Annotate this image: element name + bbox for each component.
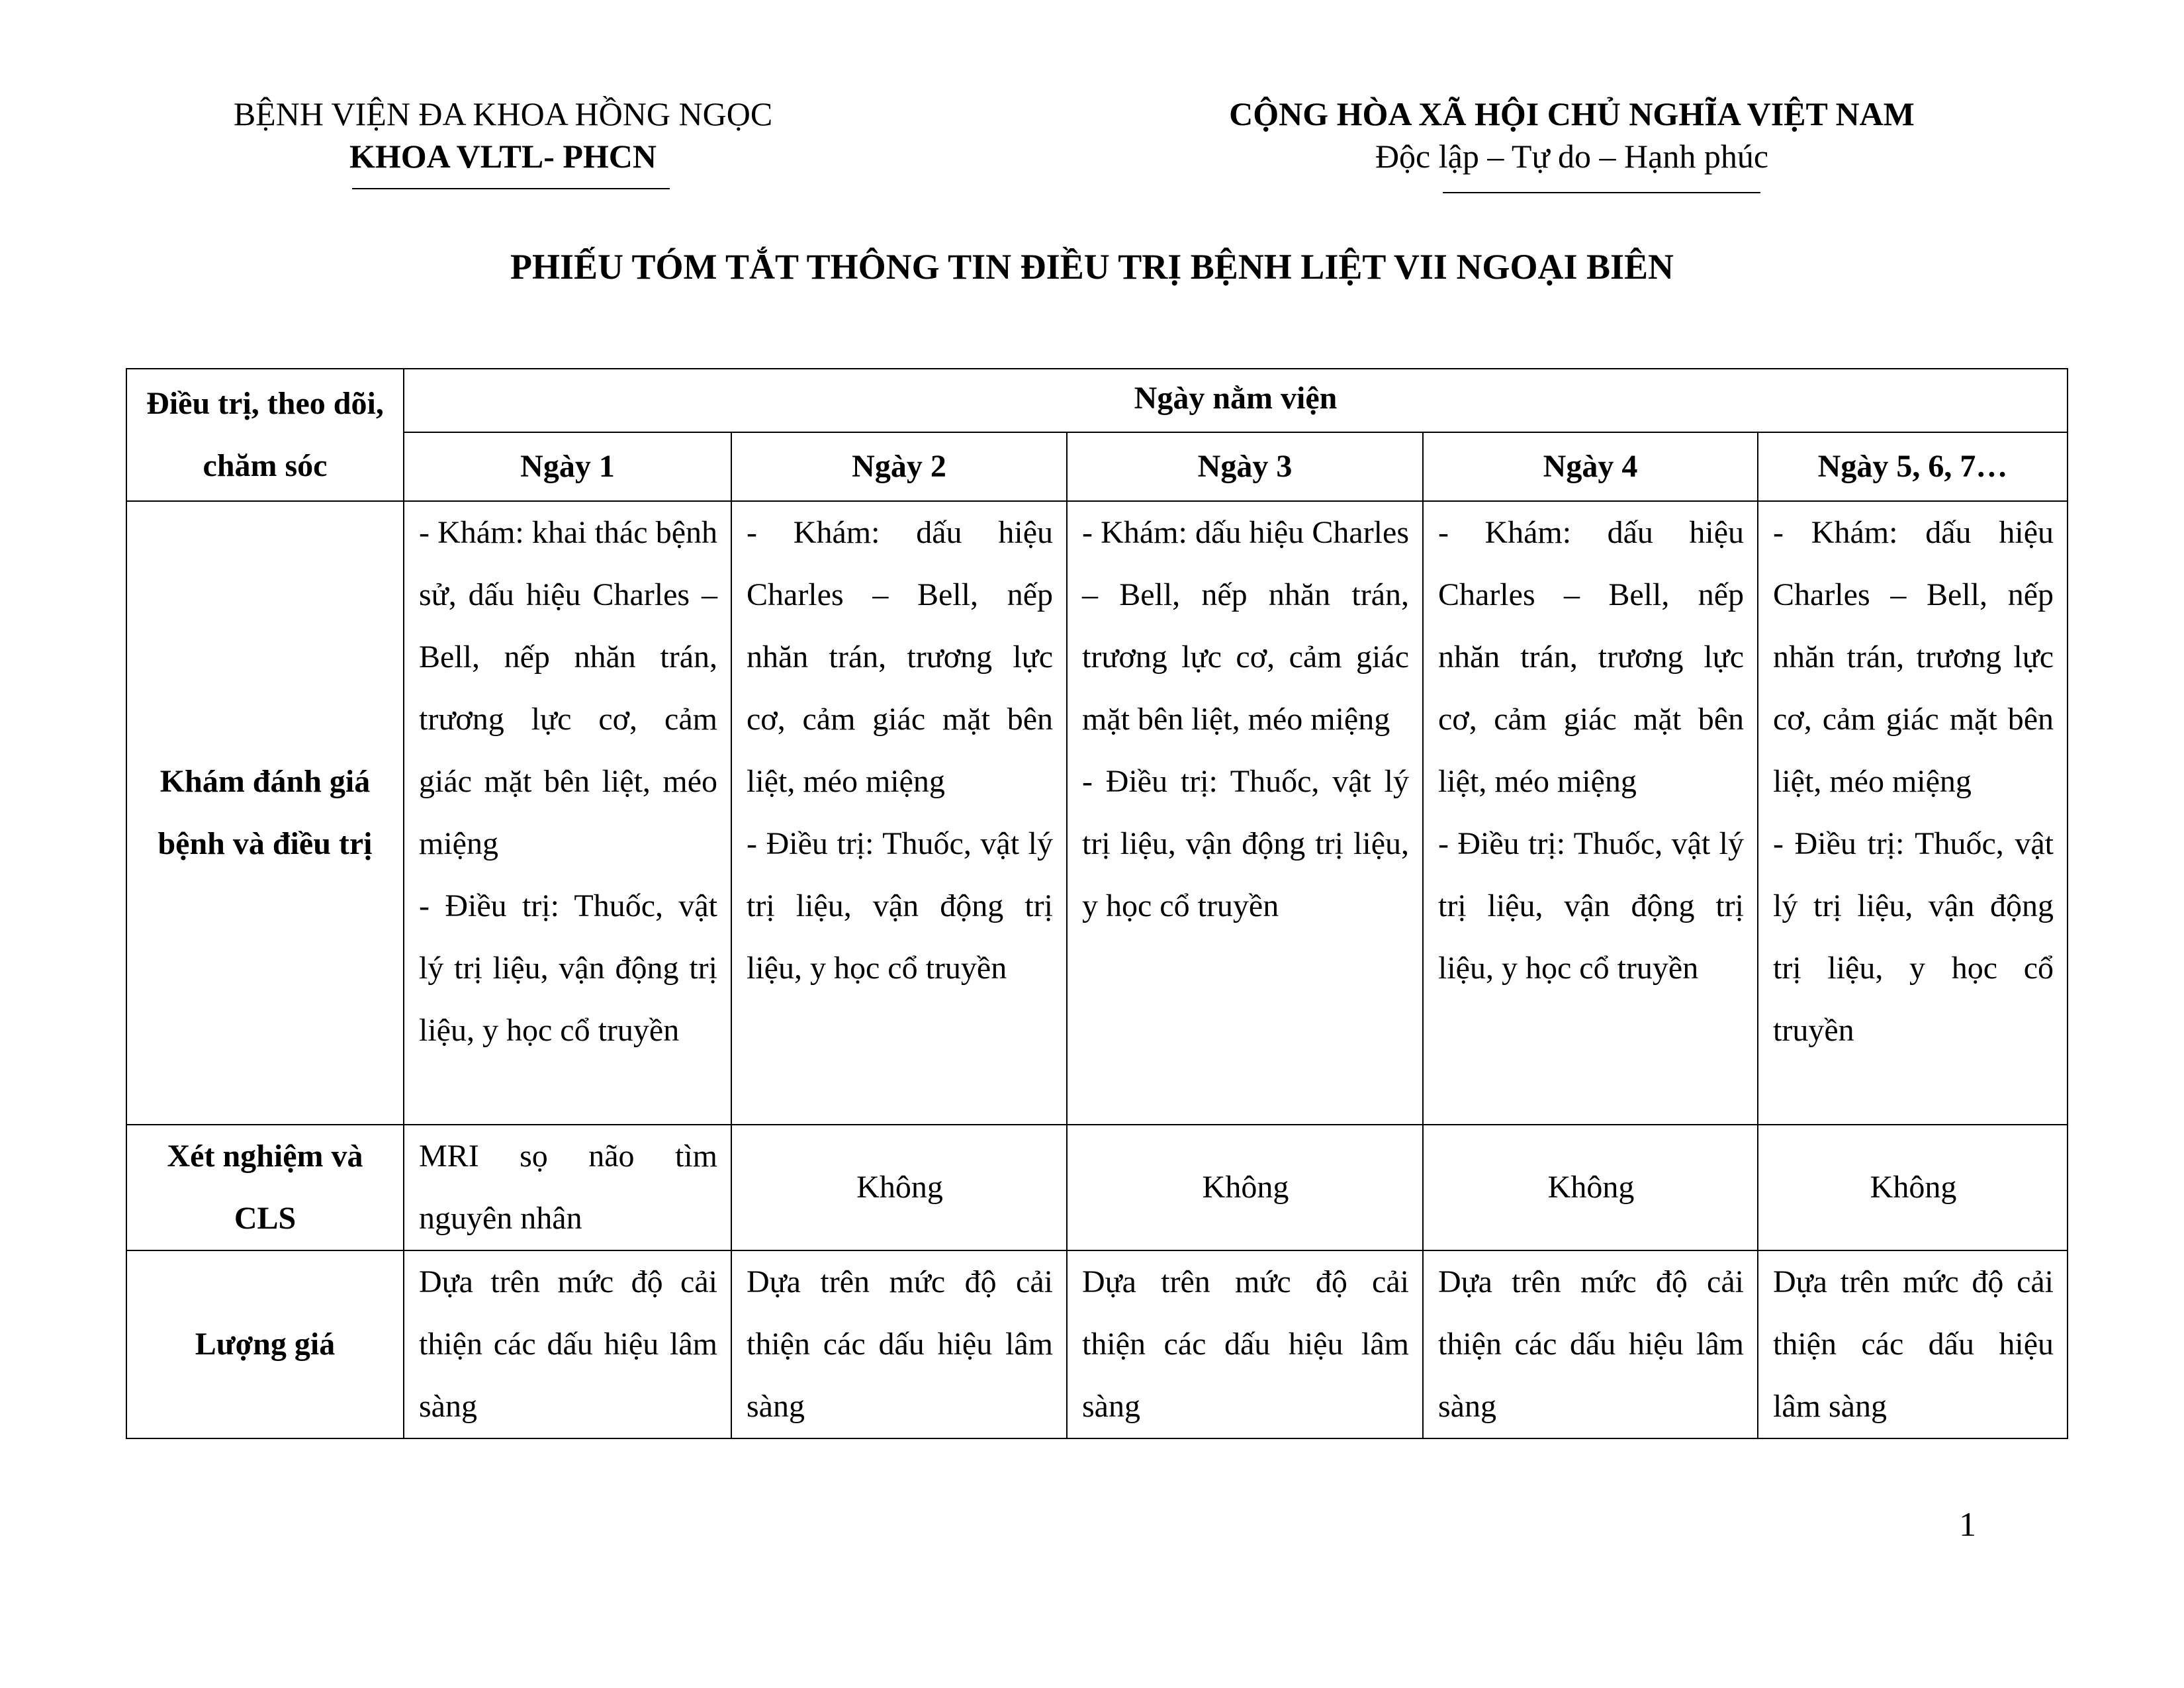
row-label-exam: Khám đánh giá bệnh và điều trị <box>126 501 404 1125</box>
hospital-header <box>172 93 834 177</box>
day-header-4: Ngày 4 <box>1423 432 1758 501</box>
tests-cell-day4: Không <box>1423 1125 1758 1250</box>
table-header-row-days <box>126 432 2068 501</box>
row-label-tests: Xét nghiệm và CLS <box>126 1125 404 1250</box>
day-header-3: Ngày 3 <box>1067 432 1423 501</box>
cell-text: - Khám: dấu hiệu Charles – Bell, nếp nhăn trán, trương lực cơ, cảm giác mặt bên liệt, méo miệng - Điều trị: Thuốc, vật lý trị liệu, vận động trị liệu, y học cổ truyền <box>1082 515 1409 923</box>
table-row-exam <box>126 501 2068 1125</box>
exam-cell-day4 <box>1423 501 1758 1125</box>
row-label-evaluation: Lượng giá <box>126 1250 404 1438</box>
day-header-2: Ngày 2 <box>731 432 1067 501</box>
national-header <box>1158 93 1985 177</box>
country-name: CỘNG HÒA XÃ HỘI CHỦ NGHĨA VIỆT NAM <box>1229 95 1915 132</box>
exam-cell-day2 <box>731 501 1067 1125</box>
evaluation-cell-day3: Dựa trên mức độ cải thiện các dấu hiệu lâm sàng <box>1067 1250 1423 1438</box>
evaluation-cell-day5: Dựa trên mức độ cải thiện các dấu hiệu lâm sàng <box>1758 1250 2068 1438</box>
day-header-1: Ngày 1 <box>404 432 731 501</box>
table-header-row-group <box>126 369 2068 432</box>
cell-text: - Khám: dấu hiệu Charles – Bell, nếp nhăn trán, trương lực cơ, cảm giác mặt bên liệt, méo miệng - Điều trị: Thuốc, vật lý trị liệu, vận động trị liệu, y học cổ truyền <box>747 515 1053 986</box>
tests-cell-day1: MRI sọ não tìm nguyên nhân <box>404 1125 731 1250</box>
page-number: 1 <box>1959 1506 1976 1544</box>
department-name: KHOA VLTL- PHCN <box>349 138 657 175</box>
hospital-header-underline <box>352 188 670 189</box>
national-motto: Độc lập – Tự do – Hạnh phúc <box>1375 138 1769 175</box>
tests-cell-day5: Không <box>1758 1125 2068 1250</box>
table-row-evaluation <box>126 1250 2068 1438</box>
exam-cell-day5 <box>1758 501 2068 1125</box>
cell-text: - Khám: dấu hiệu Charles – Bell, nếp nhăn trán, trương lực cơ, cảm giác mặt bên liệt, méo miệng - Điều trị: Thuốc, vật lý trị liệu, vận động trị liệu, y học cổ truyền <box>1438 515 1744 986</box>
national-header-underline <box>1443 192 1760 193</box>
evaluation-cell-day1: Dựa trên mức độ cải thiện các dấu hiệu lâm sàng <box>404 1250 731 1438</box>
document-title: PHIẾU TÓM TẮT THÔNG TIN ĐIỀU TRỊ BỆNH LIỆT VII NGOẠI BIÊN <box>510 247 1674 287</box>
tests-cell-day3: Không <box>1067 1125 1423 1250</box>
hospital-name: BỆNH VIỆN ĐA KHOA HỒNG NGỌC <box>233 95 773 132</box>
corner-header-cell: Điều trị, theo dõi, chăm sóc <box>126 369 404 501</box>
table-row-tests <box>126 1125 2068 1250</box>
tests-cell-day2: Không <box>731 1125 1067 1250</box>
treatment-summary-table <box>126 368 2068 1439</box>
exam-cell-day3 <box>1067 501 1423 1125</box>
days-in-hospital-header: Ngày nằm viện <box>404 369 2068 432</box>
evaluation-cell-day4: Dựa trên mức độ cải thiện các dấu hiệu lâm sàng <box>1423 1250 1758 1438</box>
day-header-5: Ngày 5, 6, 7… <box>1758 432 2068 501</box>
cell-text: - Khám: khai thác bệnh sử, dấu hiệu Charles – Bell, nếp nhăn trán, trương lực cơ, cảm giác mặt bên liệt, méo miệng - Điều trị: Thuốc, vật lý trị liệu, vận động trị liệu, y học cổ truyền <box>419 515 717 1048</box>
evaluation-cell-day2: Dựa trên mức độ cải thiện các dấu hiệu lâm sàng <box>731 1250 1067 1438</box>
exam-cell-day1 <box>404 501 731 1125</box>
cell-text: - Khám: dấu hiệu Charles – Bell, nếp nhăn trán, trương lực cơ, cảm giác mặt bên liệt, méo miệng - Điều trị: Thuốc, vật lý trị liệu, vận động trị liệu, y học cổ truyền <box>1773 515 2054 1048</box>
